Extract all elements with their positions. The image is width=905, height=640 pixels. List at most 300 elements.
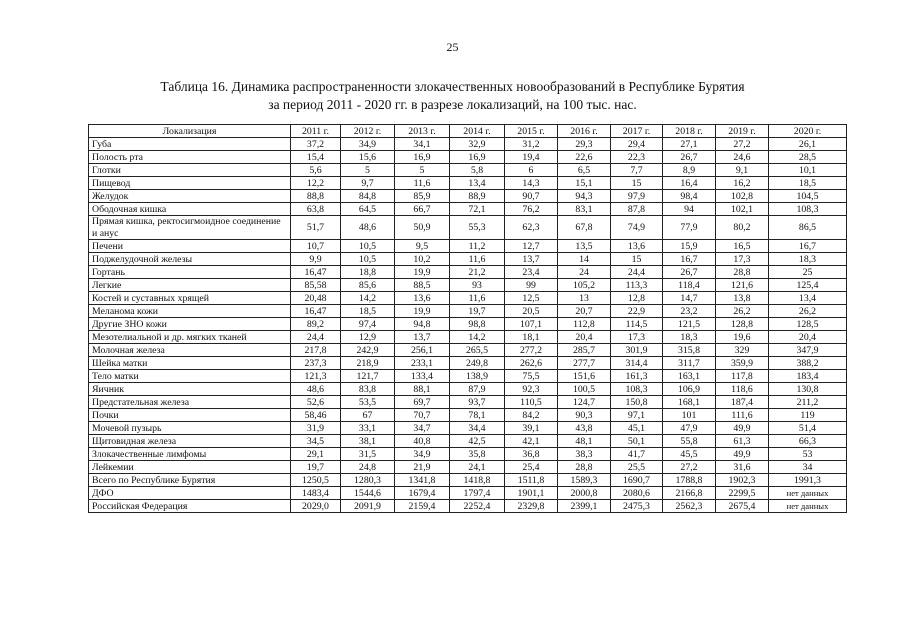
value-cell: 93 xyxy=(450,279,505,292)
value-cell: 138,9 xyxy=(450,370,505,383)
table-row xyxy=(89,190,847,203)
value-cell: 18,3 xyxy=(769,253,847,266)
value-cell: 5 xyxy=(341,164,395,177)
value-cell: 76,2 xyxy=(505,203,558,216)
value-cell: 22,3 xyxy=(611,151,663,164)
value-cell: 67,8 xyxy=(558,216,611,240)
value-cell: 121,6 xyxy=(716,279,769,292)
value-cell: 29,3 xyxy=(558,138,611,151)
value-cell: 69,7 xyxy=(395,396,450,409)
value-cell: 16,7 xyxy=(663,253,716,266)
column-header-location: Локализация xyxy=(89,125,291,138)
value-cell: 100,5 xyxy=(558,383,611,396)
value-cell: 27,2 xyxy=(716,138,769,151)
value-cell: 14,2 xyxy=(341,292,395,305)
location-cell: Губа xyxy=(89,138,291,151)
value-cell: 36,8 xyxy=(505,448,558,461)
value-cell: 1902,3 xyxy=(716,474,769,487)
value-cell: 9,1 xyxy=(716,164,769,177)
value-cell: 111,6 xyxy=(716,409,769,422)
value-cell: 99 xyxy=(505,279,558,292)
value-cell: 16,9 xyxy=(395,151,450,164)
value-cell: 2299,5 xyxy=(716,487,769,500)
value-cell: 13,4 xyxy=(769,292,847,305)
table-row xyxy=(89,396,847,409)
value-cell: 66,7 xyxy=(395,203,450,216)
value-cell: 233,1 xyxy=(395,357,450,370)
table-row xyxy=(89,240,847,253)
location-cell: Злокачественные лимфомы xyxy=(89,448,291,461)
value-cell: 19,4 xyxy=(505,151,558,164)
location-cell: Другие ЗНО кожи xyxy=(89,318,291,331)
table-row xyxy=(89,461,847,474)
value-cell: 13,5 xyxy=(558,240,611,253)
value-cell: 262,6 xyxy=(505,357,558,370)
value-cell: 24 xyxy=(558,266,611,279)
value-cell: 347,9 xyxy=(769,344,847,357)
location-cell: Тело матки xyxy=(89,370,291,383)
value-cell: 5,8 xyxy=(450,164,505,177)
value-cell: 26,1 xyxy=(769,138,847,151)
value-cell: 34 xyxy=(769,461,847,474)
value-cell: 12,7 xyxy=(505,240,558,253)
value-cell: 14,2 xyxy=(450,331,505,344)
value-cell: 217,8 xyxy=(291,344,341,357)
value-cell: 102,8 xyxy=(716,190,769,203)
value-cell: 90,7 xyxy=(505,190,558,203)
value-cell: 58,46 xyxy=(291,409,341,422)
value-cell: 15,1 xyxy=(558,177,611,190)
table-row xyxy=(89,487,847,500)
value-cell: 75,5 xyxy=(505,370,558,383)
table-row xyxy=(89,331,847,344)
location-cell: Глотки xyxy=(89,164,291,177)
value-cell: 41,7 xyxy=(611,448,663,461)
column-header-year: 2020 г. xyxy=(769,125,847,138)
value-cell: 34,4 xyxy=(450,422,505,435)
value-cell: 13,6 xyxy=(395,292,450,305)
value-cell: 49,9 xyxy=(716,448,769,461)
value-cell: 33,1 xyxy=(341,422,395,435)
value-cell: 61,3 xyxy=(716,435,769,448)
location-cell: Всего по Республике Бурятия xyxy=(89,474,291,487)
value-cell: 26,2 xyxy=(716,305,769,318)
table-caption xyxy=(0,78,905,114)
location-cell: Гортань xyxy=(89,266,291,279)
table-row xyxy=(89,357,847,370)
value-cell: 23,2 xyxy=(663,305,716,318)
value-cell: 48,1 xyxy=(558,435,611,448)
incidence-table xyxy=(88,124,847,513)
value-cell: 16,47 xyxy=(291,305,341,318)
value-cell: 66,3 xyxy=(769,435,847,448)
value-cell: 1418,8 xyxy=(450,474,505,487)
value-cell: 2562,3 xyxy=(663,500,716,513)
value-cell: 34,1 xyxy=(395,138,450,151)
value-cell: 16,9 xyxy=(450,151,505,164)
location-cell: Поджелудочной железы xyxy=(89,253,291,266)
value-cell: 22,9 xyxy=(611,305,663,318)
column-header-year: 2011 г. xyxy=(291,125,341,138)
value-cell: 85,6 xyxy=(341,279,395,292)
value-cell: 107,1 xyxy=(505,318,558,331)
value-cell: 84,8 xyxy=(341,190,395,203)
value-cell: 119 xyxy=(769,409,847,422)
value-cell: 10,1 xyxy=(769,164,847,177)
value-cell: 27,2 xyxy=(663,461,716,474)
value-cell: 84,2 xyxy=(505,409,558,422)
value-cell: 19,9 xyxy=(395,266,450,279)
value-cell: 83,1 xyxy=(558,203,611,216)
value-cell: 52,6 xyxy=(291,396,341,409)
value-cell: 88,8 xyxy=(291,190,341,203)
value-cell: 237,3 xyxy=(291,357,341,370)
value-cell: 97,1 xyxy=(611,409,663,422)
value-cell: 87,8 xyxy=(611,203,663,216)
value-cell: 15 xyxy=(611,253,663,266)
value-cell: 48,6 xyxy=(291,383,341,396)
value-cell: 301,9 xyxy=(611,344,663,357)
value-cell: 1544,6 xyxy=(341,487,395,500)
value-cell: 128,8 xyxy=(716,318,769,331)
value-cell: 1991,3 xyxy=(769,474,847,487)
value-cell: 14,3 xyxy=(505,177,558,190)
value-cell: 20,7 xyxy=(558,305,611,318)
value-cell: 10,5 xyxy=(341,253,395,266)
value-cell: 7,7 xyxy=(611,164,663,177)
value-cell: 161,3 xyxy=(611,370,663,383)
value-cell: 11,6 xyxy=(450,292,505,305)
value-cell: 51,4 xyxy=(769,422,847,435)
value-cell: 28,8 xyxy=(716,266,769,279)
value-cell: 31,5 xyxy=(341,448,395,461)
value-cell: 130,8 xyxy=(769,383,847,396)
value-cell: 183,4 xyxy=(769,370,847,383)
value-cell: 151,6 xyxy=(558,370,611,383)
value-cell: 2329,8 xyxy=(505,500,558,513)
value-cell: 1589,3 xyxy=(558,474,611,487)
value-cell: 125,4 xyxy=(769,279,847,292)
value-cell: 92,3 xyxy=(505,383,558,396)
value-cell: 34,7 xyxy=(395,422,450,435)
value-cell: 88,9 xyxy=(450,190,505,203)
value-cell: 35,8 xyxy=(450,448,505,461)
value-cell: 102,1 xyxy=(716,203,769,216)
value-cell: 118,4 xyxy=(663,279,716,292)
value-cell: 86,5 xyxy=(769,216,847,240)
value-cell: 1797,4 xyxy=(450,487,505,500)
value-cell: 38,3 xyxy=(558,448,611,461)
value-cell: 98,4 xyxy=(663,190,716,203)
value-cell: 2000,8 xyxy=(558,487,611,500)
page-number: 25 xyxy=(446,40,459,54)
column-header-year: 2018 г. xyxy=(663,125,716,138)
value-cell: 6,5 xyxy=(558,164,611,177)
value-cell: 18,3 xyxy=(663,331,716,344)
value-cell: 97,9 xyxy=(611,190,663,203)
value-cell: 20,4 xyxy=(769,331,847,344)
value-cell: 78,1 xyxy=(450,409,505,422)
table-row xyxy=(89,409,847,422)
value-cell: 118,6 xyxy=(716,383,769,396)
value-cell: 31,2 xyxy=(505,138,558,151)
value-cell: 28,8 xyxy=(558,461,611,474)
value-cell: 97,4 xyxy=(341,318,395,331)
value-cell: 277,7 xyxy=(558,357,611,370)
location-cell: Костей и суставных хрящей xyxy=(89,292,291,305)
table-row xyxy=(89,164,847,177)
value-cell: 34,5 xyxy=(291,435,341,448)
value-cell: 5 xyxy=(395,164,450,177)
value-cell: 8,9 xyxy=(663,164,716,177)
value-cell: 9,7 xyxy=(341,177,395,190)
value-cell: 16,47 xyxy=(291,266,341,279)
location-cell: Молочная железа xyxy=(89,344,291,357)
value-cell: 15,4 xyxy=(291,151,341,164)
value-cell: 28,5 xyxy=(769,151,847,164)
value-cell: 2029,0 xyxy=(291,500,341,513)
value-cell: 10,5 xyxy=(341,240,395,253)
value-cell: 13,4 xyxy=(450,177,505,190)
value-cell: 88,1 xyxy=(395,383,450,396)
value-cell: 24,6 xyxy=(716,151,769,164)
value-cell: 39,1 xyxy=(505,422,558,435)
value-cell: 388,2 xyxy=(769,357,847,370)
value-cell: 2675,4 xyxy=(716,500,769,513)
table-body xyxy=(89,138,847,513)
value-cell: 25 xyxy=(769,266,847,279)
value-cell: 25,5 xyxy=(611,461,663,474)
value-cell: 15 xyxy=(611,177,663,190)
value-cell: 112,8 xyxy=(558,318,611,331)
value-cell: 108,3 xyxy=(769,203,847,216)
value-cell: 17,3 xyxy=(611,331,663,344)
value-cell: 25,4 xyxy=(505,461,558,474)
value-cell: 50,1 xyxy=(611,435,663,448)
value-cell: 19,6 xyxy=(716,331,769,344)
value-cell: 13,6 xyxy=(611,240,663,253)
location-cell: Ободочная кишка xyxy=(89,203,291,216)
value-cell: 315,8 xyxy=(663,344,716,357)
value-cell: 89,2 xyxy=(291,318,341,331)
value-cell: 16,2 xyxy=(716,177,769,190)
value-cell: 47,9 xyxy=(663,422,716,435)
value-cell: нет данных xyxy=(769,500,847,513)
value-cell: 42,1 xyxy=(505,435,558,448)
value-cell: 80,2 xyxy=(716,216,769,240)
value-cell: 20,4 xyxy=(558,331,611,344)
caption-line-2: за период 2011 - 2020 гг. в разрезе локализаций, на 100 тыс. нас. xyxy=(268,97,637,112)
value-cell: 187,4 xyxy=(716,396,769,409)
value-cell: 108,3 xyxy=(611,383,663,396)
location-cell: Щитовидная железа xyxy=(89,435,291,448)
value-cell: нет данных xyxy=(769,487,847,500)
table-row xyxy=(89,253,847,266)
value-cell: 49,9 xyxy=(716,422,769,435)
value-cell: 29,4 xyxy=(611,138,663,151)
value-cell: 12,2 xyxy=(291,177,341,190)
table-row xyxy=(89,305,847,318)
value-cell: 121,3 xyxy=(291,370,341,383)
value-cell: 94,8 xyxy=(395,318,450,331)
value-cell: 32,9 xyxy=(450,138,505,151)
value-cell: 63,8 xyxy=(291,203,341,216)
value-cell: 22,6 xyxy=(558,151,611,164)
value-cell: 43,8 xyxy=(558,422,611,435)
column-header-year: 2015 г. xyxy=(505,125,558,138)
value-cell: 15,6 xyxy=(341,151,395,164)
value-cell: 45,5 xyxy=(663,448,716,461)
value-cell: 12,9 xyxy=(341,331,395,344)
column-header-year: 2017 г. xyxy=(611,125,663,138)
table-row xyxy=(89,203,847,216)
value-cell: 13,7 xyxy=(505,253,558,266)
value-cell: 98,8 xyxy=(450,318,505,331)
location-cell: Прямая кишка, ректосигмоидное соединение и анус xyxy=(89,216,291,240)
value-cell: 16,7 xyxy=(769,240,847,253)
column-header-year: 2019 г. xyxy=(716,125,769,138)
table-row xyxy=(89,370,847,383)
value-cell: 11,6 xyxy=(395,177,450,190)
table-row xyxy=(89,448,847,461)
location-cell: Печени xyxy=(89,240,291,253)
value-cell: 277,2 xyxy=(505,344,558,357)
location-cell: Предстательная железа xyxy=(89,396,291,409)
value-cell: 9,9 xyxy=(291,253,341,266)
value-cell: 45,1 xyxy=(611,422,663,435)
value-cell: 11,2 xyxy=(450,240,505,253)
location-cell: Полость рта xyxy=(89,151,291,164)
value-cell: 88,5 xyxy=(395,279,450,292)
table-row xyxy=(89,266,847,279)
table-row xyxy=(89,383,847,396)
value-cell: 1679,4 xyxy=(395,487,450,500)
value-cell: 70,7 xyxy=(395,409,450,422)
column-header-year: 2016 г. xyxy=(558,125,611,138)
value-cell: 29,1 xyxy=(291,448,341,461)
value-cell: 37,2 xyxy=(291,138,341,151)
value-cell: 2091,9 xyxy=(341,500,395,513)
location-cell: Желудок xyxy=(89,190,291,203)
value-cell: 67 xyxy=(341,409,395,422)
value-cell: 1788,8 xyxy=(663,474,716,487)
value-cell: 2166,8 xyxy=(663,487,716,500)
value-cell: 31,9 xyxy=(291,422,341,435)
value-cell: 94,3 xyxy=(558,190,611,203)
value-cell: 121,7 xyxy=(341,370,395,383)
value-cell: 168,1 xyxy=(663,396,716,409)
value-cell: 314,4 xyxy=(611,357,663,370)
value-cell: 114,5 xyxy=(611,318,663,331)
value-cell: 106,9 xyxy=(663,383,716,396)
value-cell: 311,7 xyxy=(663,357,716,370)
value-cell: 18,5 xyxy=(341,305,395,318)
value-cell: 16,4 xyxy=(663,177,716,190)
value-cell: 14,7 xyxy=(663,292,716,305)
value-cell: 20,5 xyxy=(505,305,558,318)
value-cell: 16,5 xyxy=(716,240,769,253)
value-cell: 20,48 xyxy=(291,292,341,305)
value-cell: 2252,4 xyxy=(450,500,505,513)
value-cell: 1280,3 xyxy=(341,474,395,487)
value-cell: 11,6 xyxy=(450,253,505,266)
value-cell: 17,3 xyxy=(716,253,769,266)
value-cell: 94 xyxy=(663,203,716,216)
value-cell: 101 xyxy=(663,409,716,422)
value-cell: 105,2 xyxy=(558,279,611,292)
value-cell: 64,5 xyxy=(341,203,395,216)
column-header-year: 2014 г. xyxy=(450,125,505,138)
table-row xyxy=(89,151,847,164)
value-cell: 163,1 xyxy=(663,370,716,383)
table-row xyxy=(89,318,847,331)
value-cell: 5,6 xyxy=(291,164,341,177)
value-cell: 110,5 xyxy=(505,396,558,409)
value-cell: 18,5 xyxy=(769,177,847,190)
value-cell: 14 xyxy=(558,253,611,266)
value-cell: 2399,1 xyxy=(558,500,611,513)
table-row xyxy=(89,422,847,435)
value-cell: 211,2 xyxy=(769,396,847,409)
value-cell: 13,8 xyxy=(716,292,769,305)
value-cell: 256,1 xyxy=(395,344,450,357)
location-cell: Российская Федерация xyxy=(89,500,291,513)
location-cell: ДФО xyxy=(89,487,291,500)
table-row xyxy=(89,292,847,305)
value-cell: 24,4 xyxy=(291,331,341,344)
value-cell: 48,6 xyxy=(341,216,395,240)
location-cell: Легкие xyxy=(89,279,291,292)
location-cell: Мочевой пузырь xyxy=(89,422,291,435)
table-row xyxy=(89,474,847,487)
table-row xyxy=(89,500,847,513)
value-cell: 13,7 xyxy=(395,331,450,344)
value-cell: 77,9 xyxy=(663,216,716,240)
value-cell: 26,7 xyxy=(663,151,716,164)
value-cell: 26,2 xyxy=(769,305,847,318)
caption-line-1: Таблица 16. Динамика распространенности злокачественных новообразований в Республике Бурятия xyxy=(160,79,745,94)
value-cell: 34,9 xyxy=(395,448,450,461)
value-cell: 24,8 xyxy=(341,461,395,474)
value-cell: 72,1 xyxy=(450,203,505,216)
location-cell: Шейка матки xyxy=(89,357,291,370)
table-row xyxy=(89,279,847,292)
value-cell: 18,1 xyxy=(505,331,558,344)
location-cell: Яичник xyxy=(89,383,291,396)
value-cell: 10,7 xyxy=(291,240,341,253)
table-row xyxy=(89,138,847,151)
value-cell: 1250,5 xyxy=(291,474,341,487)
value-cell: 87,9 xyxy=(450,383,505,396)
value-cell: 285,7 xyxy=(558,344,611,357)
value-cell: 13 xyxy=(558,292,611,305)
value-cell: 26,7 xyxy=(663,266,716,279)
value-cell: 6 xyxy=(505,164,558,177)
value-cell: 19,7 xyxy=(291,461,341,474)
value-cell: 40,8 xyxy=(395,435,450,448)
value-cell: 12,8 xyxy=(611,292,663,305)
location-cell: Лейкемии xyxy=(89,461,291,474)
value-cell: 104,5 xyxy=(769,190,847,203)
table-row xyxy=(89,177,847,190)
value-cell: 1483,4 xyxy=(291,487,341,500)
value-cell: 2159,4 xyxy=(395,500,450,513)
location-cell: Мезотелиальной и др. мягких тканей xyxy=(89,331,291,344)
value-cell: 21,2 xyxy=(450,266,505,279)
value-cell: 90,3 xyxy=(558,409,611,422)
value-cell: 1690,7 xyxy=(611,474,663,487)
value-cell: 12,5 xyxy=(505,292,558,305)
